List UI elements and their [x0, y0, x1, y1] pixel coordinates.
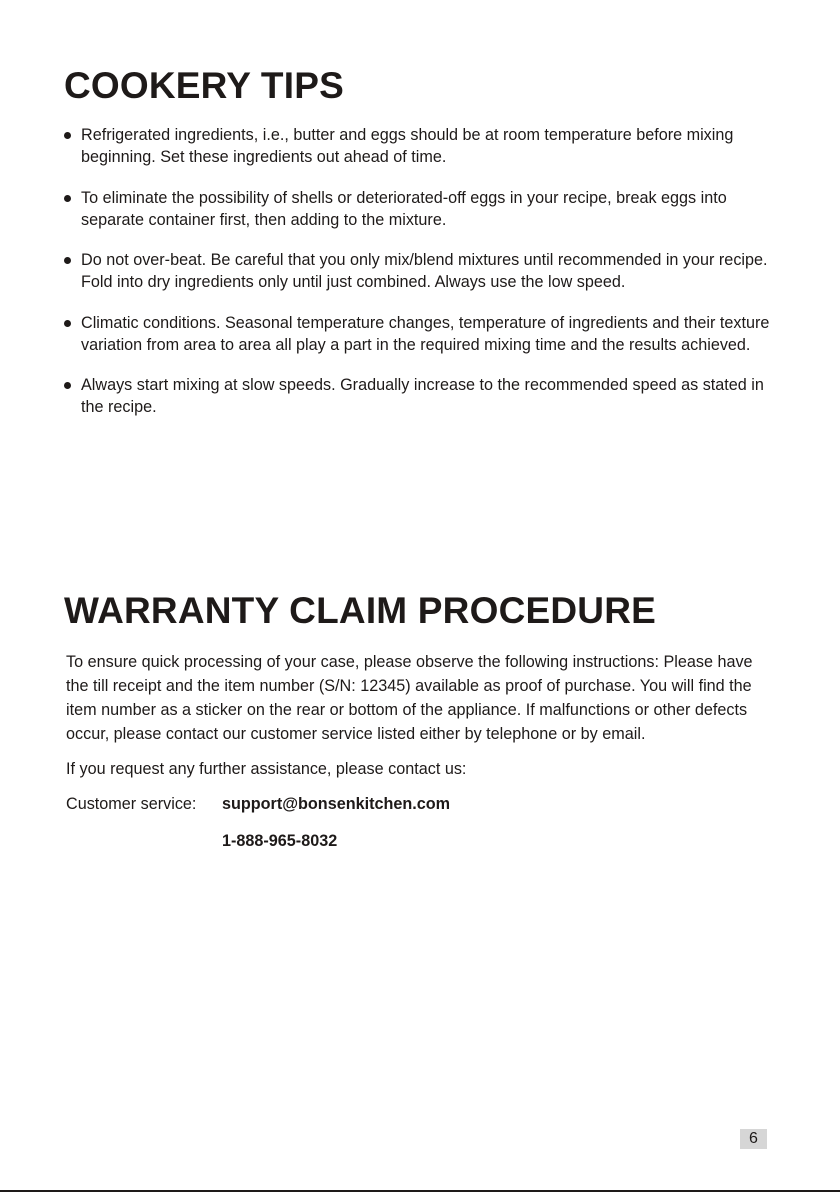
customer-service-label: Customer service: — [66, 795, 197, 813]
page-number: 6 — [740, 1129, 767, 1149]
cookery-tips-list — [64, 124, 774, 437]
tip-text: Always start mixing at slow speeds. Gradually increase to the recommended speed as stated in the recipe. — [81, 376, 764, 416]
bullet-icon — [64, 382, 71, 389]
tip-item — [64, 312, 774, 356]
warranty-body — [66, 650, 766, 853]
support-email: support@bonsenkitchen.com — [222, 795, 451, 813]
cookery-tips-heading: COOKERY TIPS — [64, 65, 344, 106]
tip-text: To eliminate the possibility of shells or deteriorated-off eggs in your recipe, break eggs into separate container first, then adding to the mixture. — [81, 188, 727, 229]
tip-item — [64, 249, 774, 293]
warranty-heading: WARRANTY CLAIM PROCEDURE — [64, 590, 657, 631]
bullet-icon — [64, 320, 71, 327]
contact-email-row — [66, 792, 766, 816]
tip-text: Do not over-beat. Be careful that you only mix/blend mixtures until recommended in your recipe. Fold into dry ingredients only until just combined. Always use the low speed. — [81, 251, 768, 291]
contact-phone-row — [66, 829, 766, 853]
tip-item — [64, 187, 774, 231]
tip-text: Refrigerated ingredients, i.e., butter and eggs should be at room temperature before mixing beginning. Set these ingredients out ahead of time. — [81, 126, 734, 166]
tip-text: Climatic conditions. Seasonal temperature changes, temperature of ingredients and their texture variation from area to area all play a part in the required mixing time and the results achieved. — [81, 313, 770, 354]
bullet-icon — [64, 195, 71, 202]
tip-item — [64, 374, 774, 418]
support-phone: 1-888-965-8032 — [222, 832, 338, 850]
bullet-icon — [64, 132, 71, 139]
tip-item — [64, 124, 774, 168]
assistance-paragraph: If you request any further assistance, please contact us: — [66, 760, 467, 778]
warranty-intro-paragraph: To ensure quick processing of your case, please observe the following instructions: Please have the till receipt and the item number (S/N: 12345) available as proof of purchase. You will find the item number as a sticker on the rear or bottom of the appliance. If malfunctions or other defects occur, please contact our customer service listed either by telephone or by email. — [66, 653, 753, 743]
bullet-icon — [64, 257, 71, 264]
